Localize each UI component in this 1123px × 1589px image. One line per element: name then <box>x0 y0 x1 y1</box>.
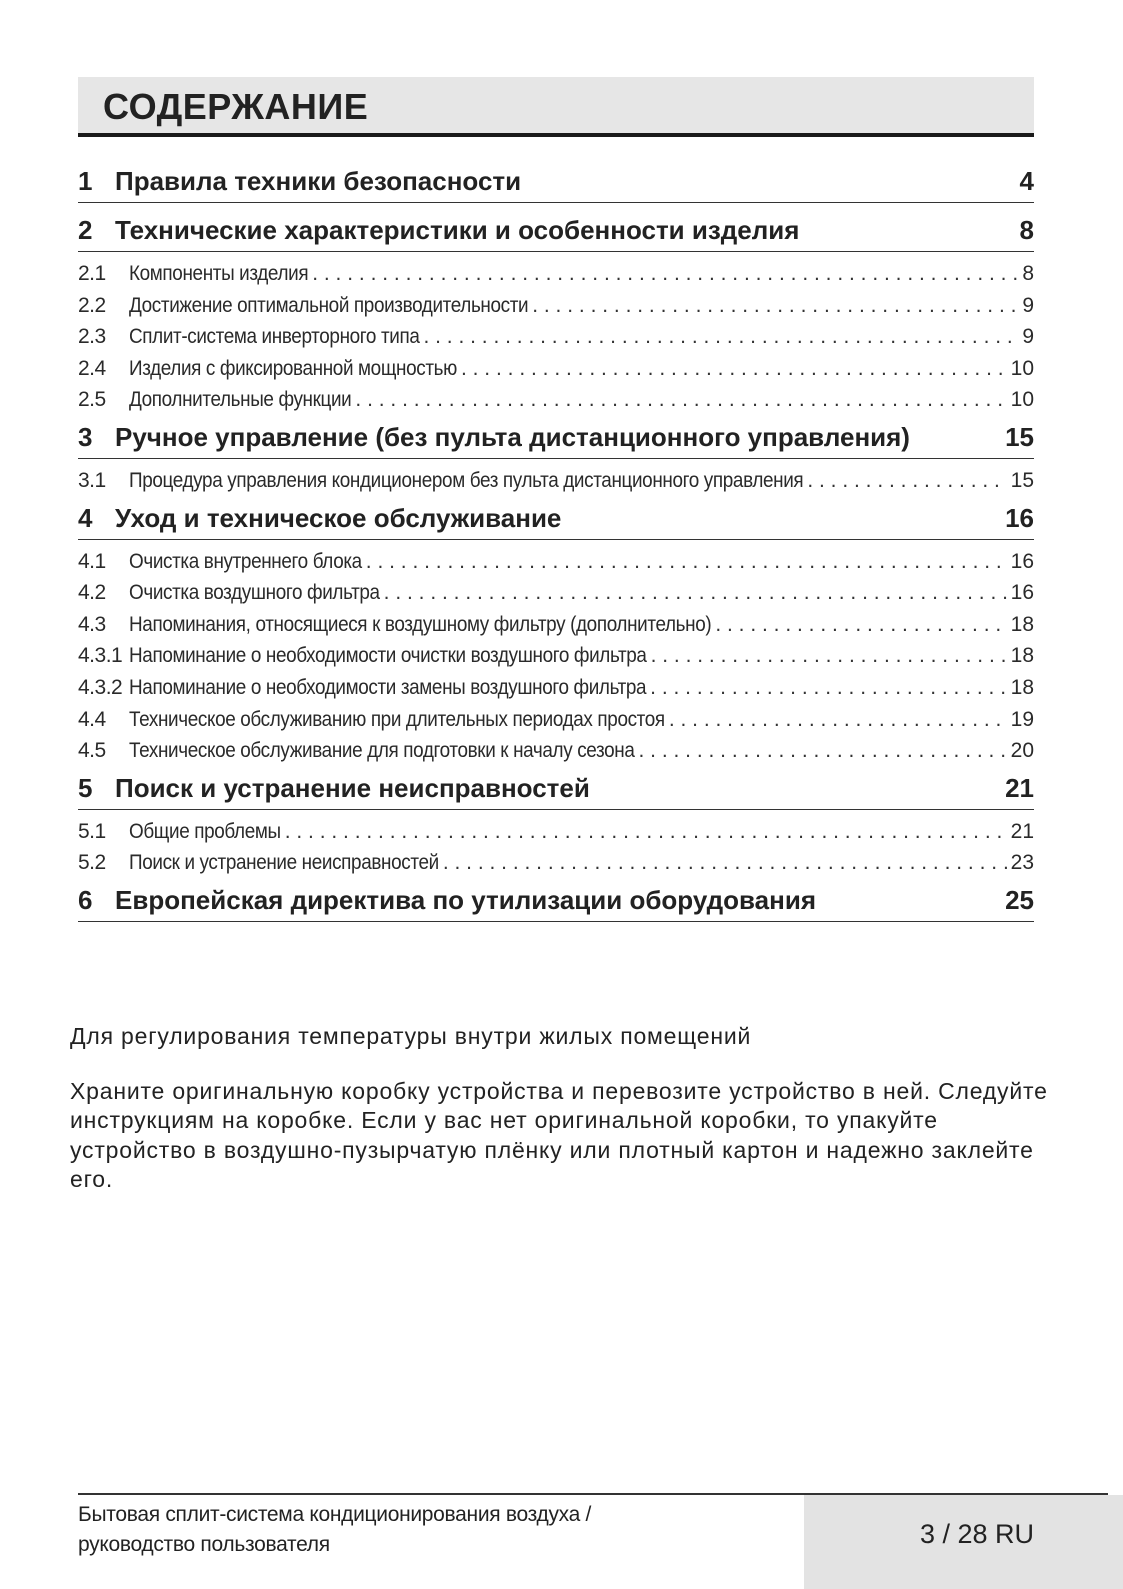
section-number: 2.2 <box>78 293 106 317</box>
toc-section-2-1[interactable] <box>78 258 1034 290</box>
dot-leader <box>650 672 1006 704</box>
section-page: 18 <box>1010 612 1034 636</box>
section-page: 18 <box>1010 644 1034 668</box>
dot-leader <box>285 816 1007 848</box>
toc-section-4-3[interactable] <box>78 609 1034 641</box>
section-title: Общие проблемы <box>129 819 281 843</box>
section-number: 2.1 <box>78 262 106 285</box>
dot-leader <box>355 384 1006 416</box>
page-number: 3 / 28 RU <box>919 1519 1034 1549</box>
section-page: 10 <box>1010 356 1034 380</box>
section-title: Напоминание о необходимости очистки воздушного фильтра <box>129 644 647 668</box>
section-number: 4.4 <box>78 707 106 731</box>
section-page: 21 <box>1010 819 1034 843</box>
chapter-page: 21 <box>1005 772 1034 803</box>
chapter-title: Поиск и устранение неисправностей <box>115 772 590 803</box>
dot-leader <box>423 321 1018 353</box>
chapter-number: 4 <box>78 502 93 533</box>
body-text <box>70 1022 1060 1220</box>
section-title: Напоминание о необходимости замены воздушного фильтра <box>129 675 647 699</box>
dot-leader <box>312 258 1018 290</box>
section-number: 5.1 <box>78 819 106 843</box>
section-title: Очистка воздушного фильтра <box>129 581 380 605</box>
chapter-number: 5 <box>78 772 93 803</box>
section-number: 4.3.1 <box>78 644 123 668</box>
section-number: 4.3 <box>78 612 106 636</box>
dot-leader <box>638 735 1006 767</box>
chapter-title: Технические характеристики и особенности изделия <box>115 215 800 245</box>
section-number: 2.3 <box>78 325 106 349</box>
section-page: 15 <box>1010 468 1034 492</box>
section-page: 16 <box>1010 581 1034 605</box>
usage-note: Для регулирования температуры внутри жилых помещений <box>70 1023 752 1049</box>
section-title: Компоненты изделия <box>129 262 309 285</box>
chapter-page: 4 <box>1019 166 1034 196</box>
footer-line-1: Бытовая сплит-система кондиционирования воздуха / <box>78 1503 592 1526</box>
chapter-page: 25 <box>1005 884 1034 915</box>
dot-leader <box>461 353 1007 385</box>
section-title: Техническое обслуживанию при длительных периодах простоя <box>129 707 665 731</box>
chapter-title: Уход и техническое обслуживание <box>115 502 562 533</box>
chapter-number: 1 <box>78 166 93 196</box>
section-page: 23 <box>1010 851 1034 875</box>
toc-section-4-3-1[interactable] <box>78 640 1034 672</box>
toc-section-4-5[interactable] <box>78 735 1034 767</box>
section-number: 3.1 <box>78 468 106 492</box>
section-title: Процедура управления кондиционером без пульта дистанционного управления <box>129 468 804 492</box>
toc-chapter-5[interactable] <box>78 767 1034 810</box>
toc-section-5-1[interactable] <box>78 816 1034 848</box>
toc-section-2-4[interactable] <box>78 353 1034 385</box>
page-title: СОДЕРЖАНИЕ <box>103 86 369 127</box>
toc-section-3-1[interactable] <box>78 465 1034 497</box>
section-title: Дополнительные функции <box>129 388 352 412</box>
table-of-contents <box>78 160 1034 928</box>
section-number: 2.4 <box>78 356 106 380</box>
toc-chapter-2[interactable] <box>78 209 1034 252</box>
section-title: Напоминания, относящиеся к воздушному фильтру (дополнительно) <box>129 612 712 636</box>
toc-section-4-2[interactable] <box>78 577 1034 609</box>
toc-section-4-4[interactable] <box>78 704 1034 736</box>
toc-section-2-5[interactable] <box>78 384 1034 416</box>
section-page: 10 <box>1010 388 1034 412</box>
chapter-number: 3 <box>78 421 93 452</box>
packaging-note: Храните оригинальную коробку устройства и перевозите устройство в ней. Следуйте инструкциям на коробке. Если у вас нет оригинальной коробки, то упакуйте устройство в воздушно-пузырчатую плёнку или плотный картон и надежно заклейте его. <box>70 1077 1048 1192</box>
dot-leader <box>384 577 1007 609</box>
toc-chapter-1[interactable] <box>78 160 1034 203</box>
section-number: 5.2 <box>78 851 106 875</box>
toc-section-2-3[interactable] <box>78 321 1034 353</box>
dot-leader <box>651 640 1007 672</box>
toc-chapter-4[interactable] <box>78 497 1034 540</box>
section-page: 19 <box>1010 707 1034 731</box>
section-page: 20 <box>1010 739 1034 763</box>
section-page: 9 <box>1022 293 1034 317</box>
chapter-page: 16 <box>1005 502 1034 533</box>
section-page: 16 <box>1010 549 1034 573</box>
section-number: 4.1 <box>78 549 106 573</box>
section-title: Достижение оптимальной производительности <box>129 293 529 317</box>
toc-section-5-2[interactable] <box>78 847 1034 879</box>
dot-leader <box>715 609 1006 641</box>
footer-line-2: руководство пользователя <box>78 1533 330 1556</box>
dot-leader <box>532 290 1018 322</box>
section-title: Изделия с фиксированной мощностью <box>129 356 457 380</box>
toc-chapter-6[interactable] <box>78 879 1034 922</box>
dot-leader <box>366 546 1007 578</box>
section-number: 4.5 <box>78 739 106 763</box>
footer-doc-title <box>78 1500 798 1560</box>
dot-leader <box>443 847 1007 879</box>
section-title: Сплит-система инверторного типа <box>129 325 420 349</box>
chapter-page: 8 <box>1019 215 1034 245</box>
footer-page-box <box>804 1495 1123 1589</box>
dot-leader <box>807 465 1006 497</box>
chapter-number: 6 <box>78 884 93 915</box>
dot-leader <box>669 704 1007 736</box>
section-number: 2.5 <box>78 388 106 412</box>
chapter-title: Европейская директива по утилизации оборудования <box>115 884 816 915</box>
section-title: Очистка внутреннего блока <box>129 549 362 573</box>
section-number: 4.3.2 <box>78 675 123 699</box>
chapter-number: 2 <box>78 215 93 245</box>
toc-section-4-3-2[interactable] <box>78 672 1034 704</box>
chapter-title: Правила техники безопасности <box>115 166 522 196</box>
toc-chapter-3[interactable] <box>78 416 1034 459</box>
section-page: 8 <box>1022 262 1034 285</box>
section-title: Поиск и устранение неисправностей <box>129 851 439 875</box>
section-title: Техническое обслуживание для подготовки к началу сезона <box>129 739 635 763</box>
section-page: 18 <box>1010 675 1034 699</box>
section-number: 4.2 <box>78 581 106 605</box>
title-bar <box>78 77 1034 137</box>
chapter-page: 15 <box>1005 421 1034 452</box>
toc-section-2-2[interactable] <box>78 290 1034 322</box>
toc-section-4-1[interactable] <box>78 546 1034 578</box>
section-page: 9 <box>1022 325 1034 349</box>
chapter-title: Ручное управление (без пульта дистанционного управления) <box>115 421 910 452</box>
